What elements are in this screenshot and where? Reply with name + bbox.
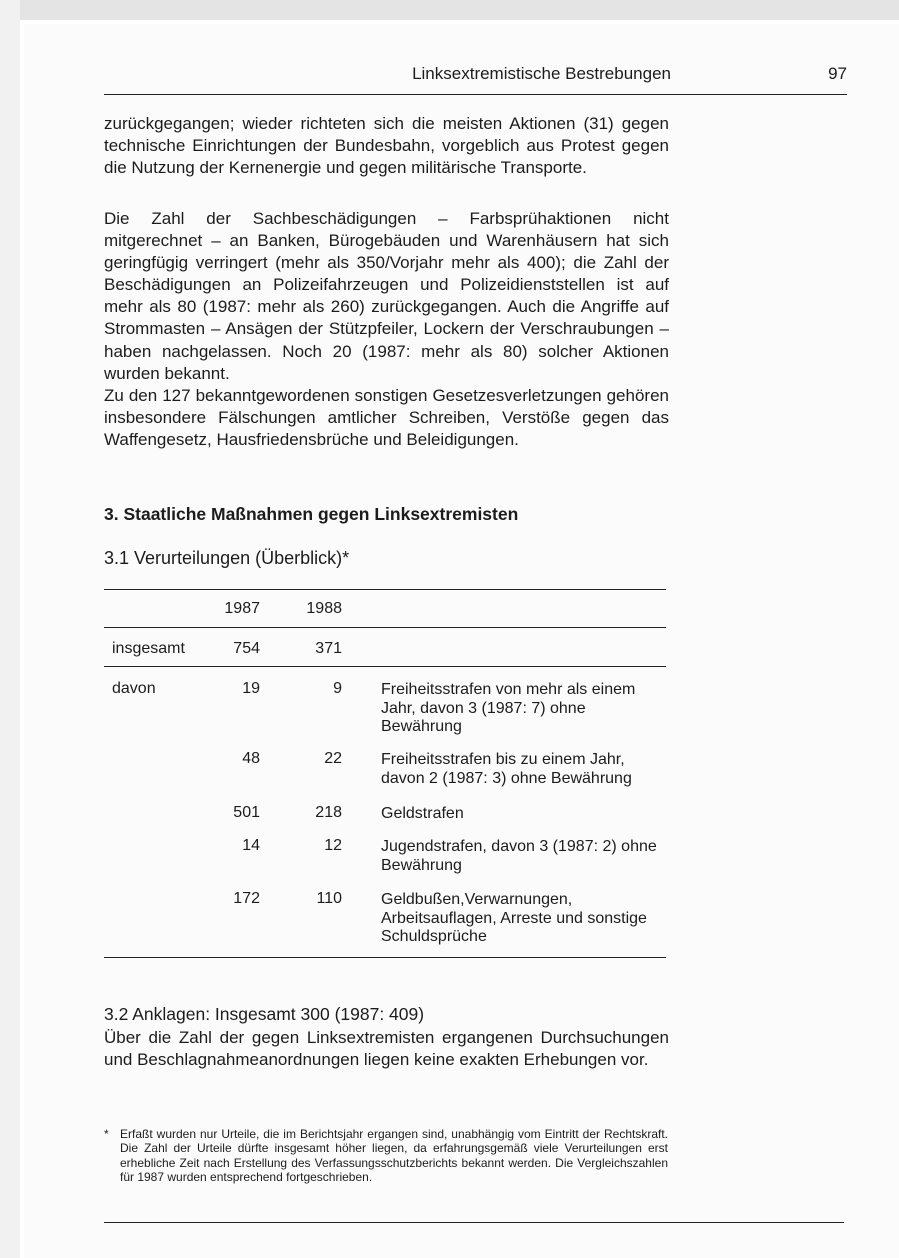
paragraph-1: zurückgegangen; wieder richteten sich die meisten Aktionen (31) gegen technische Einrichtungen der Bundesbahn, vorgeblich aus Protest gegen die Nutzung der Kernenergie und gegen militärische Transporte.: [104, 114, 669, 178]
section-3-2-heading: 3.2 Anklagen: Insgesamt 300 (1987: 409): [104, 1004, 425, 1024]
footer-rule: [104, 1222, 844, 1223]
table-cell-1988: 12: [324, 837, 342, 854]
table-cell-1988: 9: [333, 680, 342, 697]
table-row-description: Geldbußen,Verwarnungen, Arbeitsauflagen, Arreste und sonstige Schuldsprüche: [381, 891, 647, 945]
paragraph-2: Die Zahl der Sachbeschädigungen – Farbsprühaktionen nicht mitgerechnet – an Banken, Bürogebäuden und Warenhäusern hat sich geringfügig verringert (mehr als 350/Vorjahr mehr als 400); die Zahl der Beschädigungen an Polizeifahrzeugen und Polizeidienststellen ist auf mehr als 80 (1987: mehr als 260) zurückgegangen. Auch die Angriffe auf Strommasten – Ansägen der Stützpfeiler, Lockern der Verschraubungen – haben nachgelassen. Noch 20 (1987: mehr als 80) solcher Aktionen wurden bekannt.: [104, 209, 669, 383]
column-header-1987: 1987: [224, 600, 260, 617]
paragraph-4: Über die Zahl der gegen Linksextremisten ergangenen Durchsuchungen und Beschlagnahmeanordnungen liegen keine exakten Erhebungen vor.: [104, 1028, 669, 1070]
table-cell-1988: 22: [324, 750, 342, 767]
footnote-text: Erfaßt wurden nur Urteile, die im Berichtsjahr ergangen sind, unabhängig vom Eintritt der Rechtskraft. Die Zahl der Urteile dürfte insgesamt höher liegen, da erfahrungsgemäß viele Verurteilungen erst erhebliche Zeit nach Erstellung des Verfassungsschutzberichts bekannt werden. Die Vergleichszahlen für 1987 wurden entsprechend fortgeschrieben.: [120, 1127, 668, 1185]
header-title: Linksextremistische Bestrebungen: [412, 64, 671, 83]
table-rule-header: [104, 627, 666, 628]
paragraph-3: Zu den 127 bekanntgewordenen sonstigen Gesetzesverletzungen gehören insbesondere Fälschungen amtlicher Schreiben, Verstöße gegen das Waffengesetz, Hausfriedensbrüche und Beleidigungen.: [104, 386, 669, 450]
row-label-total: insgesamt: [112, 640, 185, 657]
table-cell-1987: 501: [233, 804, 260, 821]
convictions-table: [104, 583, 666, 961]
table-cell-1987: 19: [242, 680, 260, 697]
table-cell-1987: 48: [242, 750, 260, 767]
table-rule-top: [104, 589, 666, 590]
scan-border-top: [0, 0, 899, 20]
table-rule-total: [104, 666, 666, 667]
total-1987: 754: [233, 640, 260, 657]
table-cell-1987: 14: [242, 837, 260, 854]
total-1988: 371: [315, 640, 342, 657]
table-row-description: Jugendstrafen, davon 3 (1987: 2) ohne Bewährung: [381, 838, 657, 874]
page-number: 97: [828, 64, 847, 83]
table-row-description: Geldstrafen: [381, 805, 464, 822]
table-cell-1988: 218: [315, 804, 342, 821]
table-cell-1988: 110: [316, 890, 342, 907]
table-row-description: Freiheitsstrafen bis zu einem Jahr, davon 2 (1987: 3) ohne Bewährung: [381, 751, 632, 787]
section-3-1-heading: 3.1 Verurteilungen (Überblick)*: [104, 548, 350, 568]
running-header: [104, 62, 847, 95]
column-header-1988: 1988: [306, 600, 342, 617]
row-label-davon: davon: [112, 680, 156, 697]
section-3-heading: 3. Staatliche Maßnahmen gegen Linksextremisten: [104, 504, 519, 524]
table-row-description: Freiheitsstrafen von mehr als einem Jahr, davon 3 (1987: 7) ohne Bewährung: [381, 681, 636, 735]
scan-border-left: [0, 0, 20, 1258]
table-rule-bottom: [104, 957, 666, 958]
footnote-marker: *: [104, 1127, 109, 1141]
table-cell-1987: 172: [233, 890, 260, 907]
